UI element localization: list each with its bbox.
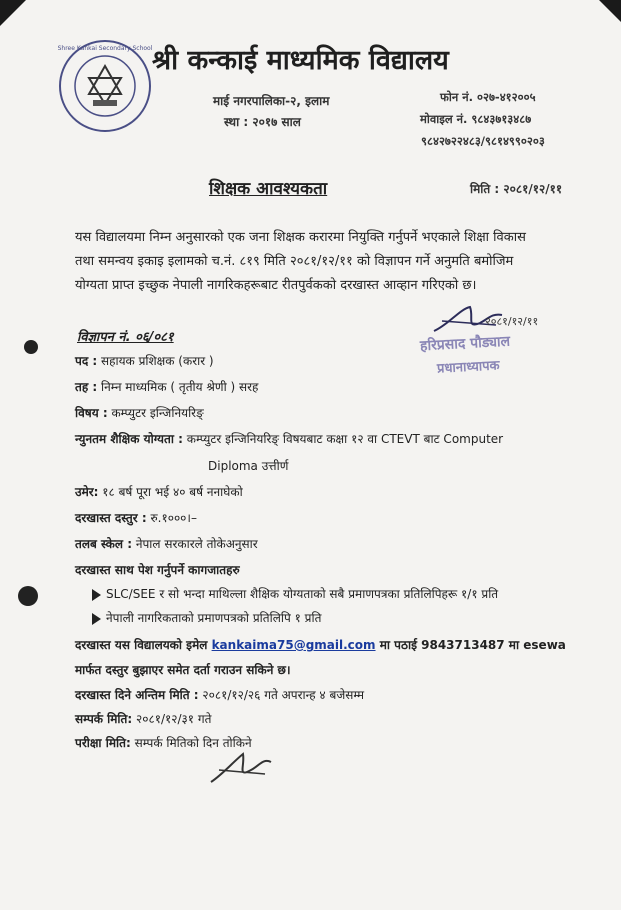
level-label: तह : [75, 380, 98, 394]
logo-text: Shree Kankai Secondary School [57, 45, 153, 52]
subject-label: विषय : [75, 406, 108, 420]
contact-date-label: सम्पर्क मिति: [75, 712, 133, 726]
email-link[interactable]: kankaima75@gmail.com [211, 638, 376, 652]
notice-date: मिति : २०८१/१२/११ [470, 182, 563, 196]
intro-line-2: तथा समन्वय इकाइ इलामको च.नं. ८१९ मिति २०८१/१२/११ को विज्ञापन गर्ने अनुमति बमोजिम [75, 254, 514, 269]
arrow-bullet-icon [92, 613, 101, 625]
deadline-value: २०८१/१२/२६ गते अपरान्ह ४ बजेसम्म [198, 688, 365, 702]
qualification-value: कम्प्युटर इन्जिनियरिङ् विषयबाट कक्षा १२ वा CTEVT बाट Computer [182, 432, 504, 446]
email-line-2: मार्फत दस्तुर बुझाएर समेत दर्ता गराउन सकिने छ। [75, 663, 291, 677]
subject-line [75, 404, 204, 421]
scan-corner-right [599, 0, 621, 22]
email-line [75, 636, 566, 653]
contact-date-line [75, 710, 211, 727]
bottom-signature [205, 748, 285, 788]
post-label: पद : [75, 354, 98, 368]
fee-value: रु.१०००।– [146, 511, 197, 525]
document-item-2: नेपाली नागरिकताको प्रमाणपत्रको प्रतिलिपि १ प्रति [106, 611, 322, 625]
qualification-label: न्युनतम शैक्षिक योग्यता : [75, 432, 183, 446]
salary-label: तलब स्केल : [75, 537, 133, 551]
stamp-name: हरिप्रसाद पौड्याल [419, 333, 511, 355]
school-name: श्री कन्काई माध्यमिक विद्यालय [152, 45, 449, 76]
level-line [75, 378, 258, 395]
age-label: उमेर: [75, 485, 99, 499]
signature-date: २०८१/१२/११ [485, 315, 539, 328]
salary-value: नेपाल सरकारले तोकेअनुसार [132, 537, 258, 551]
email-suffix: मा पठाई 9843713487 मा esewa [375, 638, 566, 652]
school-logo [57, 38, 153, 134]
exam-date-label: परीक्षा मिति: [75, 736, 131, 750]
email-prefix: दरखास्त यस विद्यालयको इमेल [75, 638, 212, 652]
contact-date-value: २०८१/१२/३१ गते [132, 712, 212, 726]
ad-number: विज्ञापन नं. ०६/०८१ [77, 330, 174, 345]
stamp-role: प्रधानाध्यापक [436, 358, 500, 377]
punch-hole-1 [24, 340, 38, 354]
level-value: निम्न माध्यमिक ( तृतीय श्रेणी ) सरह [97, 380, 259, 394]
established-year: स्था : २०१७ साल [224, 115, 301, 129]
deadline-label: दरखास्त दिने अन्तिम मिति : [75, 688, 199, 702]
school-address: माई नगरपालिका-२, इलाम [213, 94, 330, 108]
exam-date-value: सम्पर्क मितिको दिन तोकिने [130, 736, 252, 750]
fee-line [75, 509, 197, 526]
notice-title: शिक्षक आवश्यकता [209, 179, 328, 199]
scan-corner-left [0, 0, 26, 26]
post-value: सहायक प्रशिक्षक (करार ) [97, 354, 214, 368]
mobile-number: मोवाइल नं. ९८४३७१३४८७ [420, 112, 532, 126]
mobile-number-2: ९८४२७२२४८३/९८१४९९०२०३ [421, 134, 545, 148]
arrow-bullet-icon [92, 589, 101, 601]
intro-line-1: यस विद्यालयमा निम्न अनुसारको एक जना शिक्षक करारमा नियुक्ति गर्नुपर्ने भएकाले शिक्षा विकास [75, 230, 526, 245]
document-item-1: SLC/SEE र सो भन्दा माथिल्ला शैक्षिक योग्यताको सबै प्रमाणपत्रका प्रतिलिपिहरू १/१ प्रति [106, 587, 499, 601]
qualification-line [75, 430, 503, 447]
post-line [75, 352, 214, 369]
fee-label: दरखास्त दस्तुर : [75, 511, 147, 525]
phone-number: फोन नं. ०२७-४१२००५ [440, 90, 536, 104]
intro-line-3: योग्यता प्राप्त इच्छुक नेपाली नागरिकहरूबाट रीतपुर्वकको दरखास्त आव्हान गरिएको छ। [75, 278, 477, 293]
age-line [75, 483, 243, 500]
punch-hole-2 [18, 586, 38, 606]
subject-value: कम्प्युटर इन्जिनियरिङ् [107, 406, 204, 420]
salary-line [75, 535, 258, 552]
documents-title: दरखास्त साथ पेश गर्नुपर्ने कागजातहरु [75, 563, 240, 577]
qualification-line-2: Diploma उत्तीर्ण [208, 459, 289, 473]
deadline-line [75, 686, 364, 703]
age-value: १८ बर्ष पूरा भई ४० बर्ष ननाघेको [98, 485, 243, 499]
